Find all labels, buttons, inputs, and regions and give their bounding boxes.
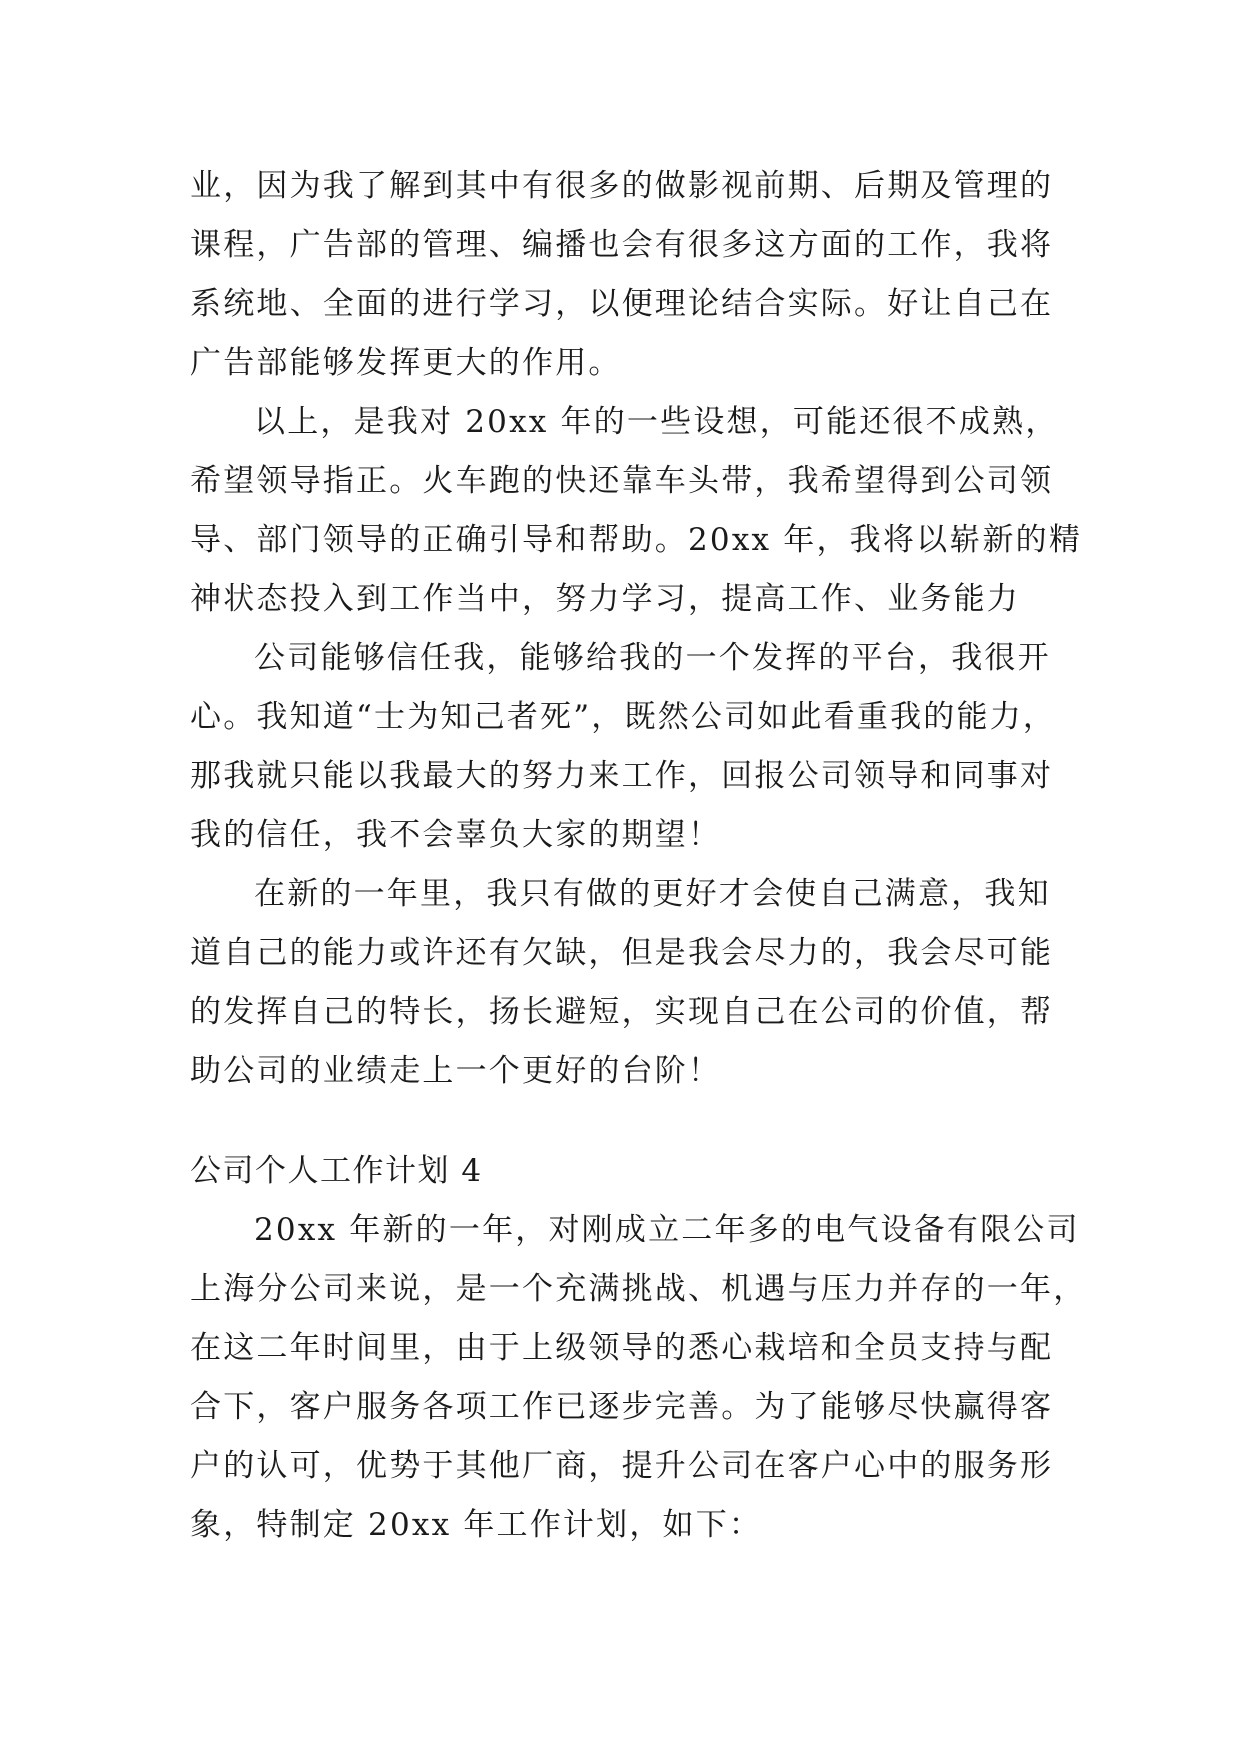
paragraph-line: 上海分公司来说，是一个充满挑战、机遇与压力并存的一年， [190, 1271, 1087, 1307]
paragraph-line: 希望领导指正。火车跑的快还靠车头带，我希望得到公司领 [190, 463, 1054, 499]
paragraph-line: 那我就只能以我最大的努力来工作，回报公司领导和同事对 [190, 758, 1054, 794]
paragraph-line: 以上，是我对 20xx 年的一些设想，可能还很不成熟， [254, 404, 1059, 440]
paragraph-line: 公司能够信任我，能够给我的一个发挥的平台，我很开 [254, 640, 1051, 676]
paragraph-line: 户的认可，优势于其他厂商，提升公司在客户心中的服务形 [190, 1448, 1054, 1484]
paragraph-line: 系统地、全面的进行学习，以便理论结合实际。好让自己在 [190, 286, 1054, 322]
paragraph-line: 课程，广告部的管理、编播也会有很多这方面的工作，我将 [190, 227, 1054, 263]
paragraph-line: 业，因为我了解到其中有很多的做影视前期、后期及管理的 [190, 168, 1054, 204]
paragraph-line: 道自己的能力或许还有欠缺，但是我会尽力的，我会尽可能 [190, 935, 1054, 971]
paragraph-line: 神状态投入到工作当中，努力学习，提高工作、业务能力 [190, 581, 1020, 617]
paragraph-line: 助公司的业绩走上一个更好的台阶！ [190, 1053, 722, 1089]
paragraph-line: 20xx 年新的一年，对刚成立二年多的电气设备有限公司 [254, 1212, 1080, 1248]
paragraph-line: 合下，客户服务各项工作已逐步完善。为了能够尽快赢得客 [190, 1389, 1054, 1425]
paragraph-line: 象，特制定 20xx 年工作计划，如下： [190, 1507, 763, 1543]
paragraph-line: 在新的一年里，我只有做的更好才会使自己满意，我知 [254, 876, 1051, 912]
paragraph-line: 我的信任，我不会辜负大家的期望！ [190, 817, 722, 853]
paragraph-line: 的发挥自己的特长，扬长避短，实现自己在公司的价值，帮 [190, 994, 1054, 1030]
paragraph-line: 导、部门领导的正确引导和帮助。20xx 年，我将以崭新的精 [190, 522, 1083, 558]
paragraph-line: 广告部能够发挥更大的作用。 [190, 345, 622, 381]
paragraph-line: 在这二年时间里，由于上级领导的悉心栽培和全员支持与配 [190, 1330, 1054, 1366]
section-heading: 公司个人工作计划 4 [190, 1153, 483, 1189]
paragraph-line: 心。我知道“士为知己者死”，既然公司如此看重我的能力， [190, 699, 1057, 735]
